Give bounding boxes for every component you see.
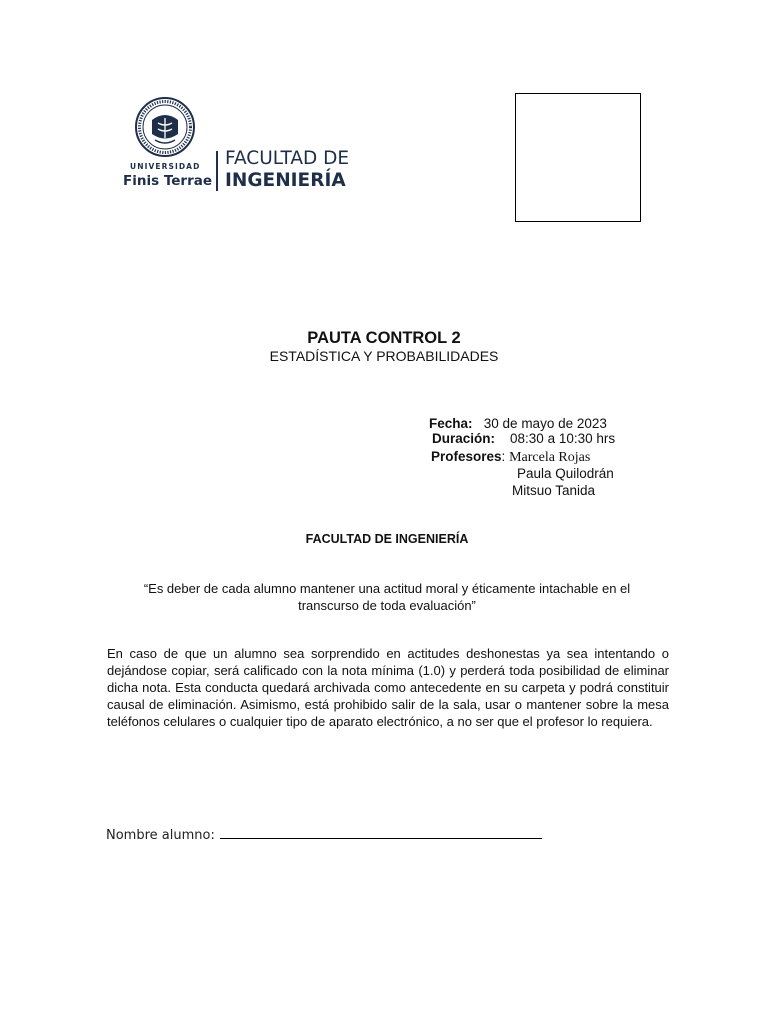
fecha-row [429, 416, 607, 431]
university-seal-icon [134, 96, 196, 158]
duracion-value: 08:30 a 10:30 hrs [510, 431, 616, 446]
logo-divider [216, 151, 218, 191]
student-name-label: Nombre alumno: [106, 828, 215, 843]
faculty-name-line1: FACULTAD DE [225, 148, 350, 169]
student-name-row [106, 825, 542, 843]
student-name-line [220, 825, 542, 839]
university-word: UNIVERSIDAD [130, 162, 201, 171]
profesores-row: Profesores: Marcela Rojas [431, 449, 591, 465]
document-title: PAUTA CONTROL 2 [307, 329, 461, 347]
fecha-label: Fecha: [429, 416, 473, 431]
faculty-name-line2: INGENIERÍA [225, 170, 346, 191]
fecha-value: 30 de mayo de 2023 [483, 416, 607, 431]
profesor-name: Mitsuo Tanida [512, 483, 596, 498]
duracion-label: Duración: [432, 431, 496, 446]
profesor-name: Paula Quilodrán [517, 466, 614, 481]
honor-quote: “Es deber de cada alumno mantener una actitud moral y éticamente intachable en el transcurso de toda evaluación” [143, 581, 631, 613]
duracion-row [432, 431, 615, 446]
university-name: Finis Terrae [123, 173, 212, 189]
profesores-label: Profesores [431, 449, 502, 464]
profesor-name: Marcela Rojas [509, 450, 591, 465]
university-logo [108, 96, 358, 196]
document-subtitle: ESTADÍSTICA Y PROBABILIDADES [269, 348, 499, 364]
faculty-heading: FACULTAD DE INGENIERÍA [305, 532, 469, 546]
grade-box [515, 93, 641, 222]
rules-paragraph: En caso de que un alumno sea sorprendido en actitudes deshonestas ya sea intentando o dejándose copiar, será calificado con la nota mínima (1.0) y perderá toda posibilidad de eliminar dicha nota. Esta conducta quedará archivada como antecedente en su carpeta y podrá constituir causal de eliminación. Asimismo, está prohibido salir de la sala, usar o mantener sobre la mesa teléfonos celulares o cualquier tipo de aparato electrónico, a no ser que el profesor lo requiera. [107, 646, 669, 729]
